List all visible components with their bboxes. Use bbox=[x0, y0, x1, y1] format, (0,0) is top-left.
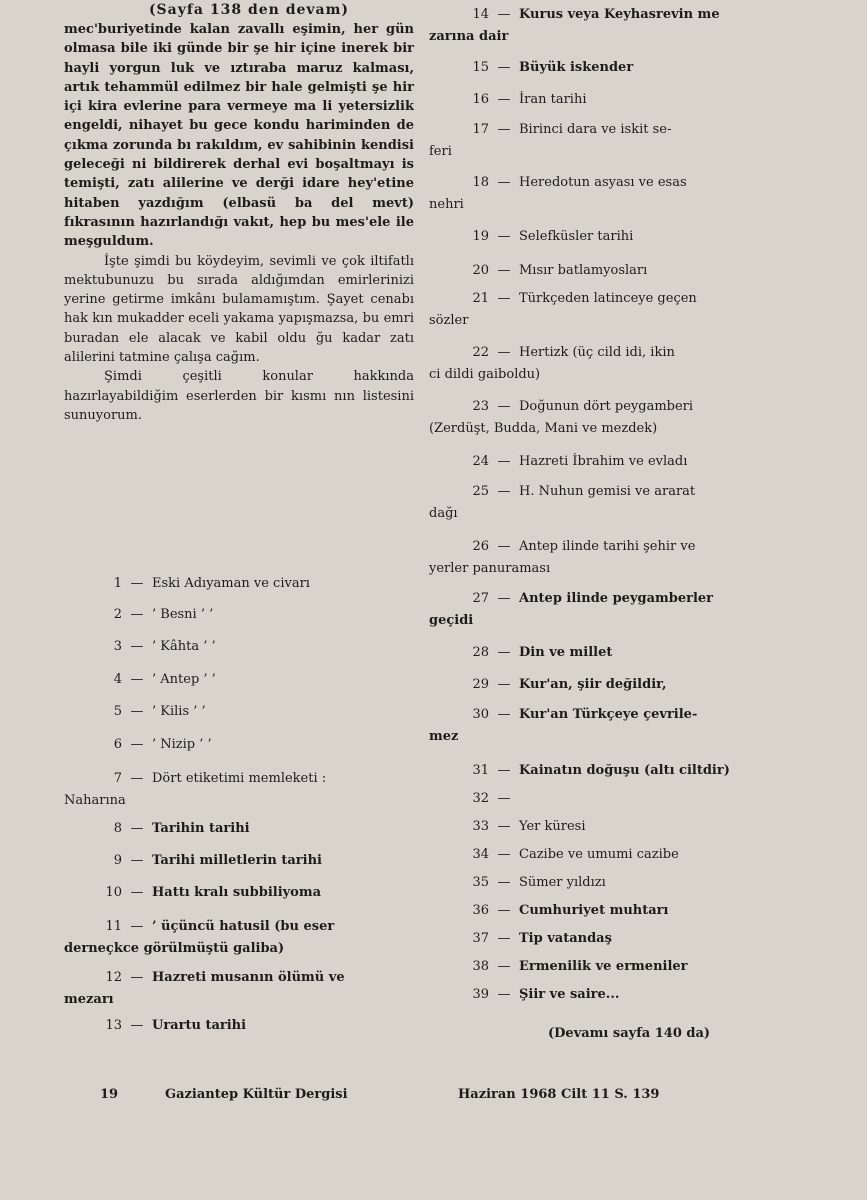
item-continuation: feri bbox=[429, 144, 452, 159]
list-item bbox=[429, 290, 774, 330]
list-item bbox=[429, 590, 774, 630]
item-continuation: zarına dair bbox=[429, 29, 509, 44]
paragraph-3: Şimdi çeşitli konular hakkında hazırlayabildiğim eserlerden bir kısmı nın listesini sunuyorum. bbox=[64, 369, 414, 423]
item-number: 12 bbox=[105, 970, 122, 985]
item-title: Türkçeden latinceye geçen bbox=[519, 291, 697, 306]
item-number: 36 bbox=[472, 903, 489, 918]
item-dash: — bbox=[130, 737, 144, 752]
list-item bbox=[429, 91, 774, 109]
item-title: Yer küresi bbox=[519, 819, 586, 834]
item-title: Doğunun dört peygamberi bbox=[519, 399, 694, 414]
item-number: 24 bbox=[472, 454, 489, 469]
list-item bbox=[429, 762, 774, 780]
item-dash: — bbox=[497, 875, 511, 890]
item-title: ’ Besni ’ ’ bbox=[152, 607, 214, 622]
item-dash: — bbox=[497, 707, 511, 722]
list-item bbox=[429, 262, 774, 280]
item-title: Dört etiketimi memleketi : bbox=[152, 771, 327, 786]
paragraph-1: mec'buriyetinde kalan zavallı eşimin, her gün olmasa bile iki günde bir şe hir içine inerek bir hayli yorgun luk ve ıztıraba maruz kalması, artık tehammül edilmez bir hale gelmişti şe hir içi kira evlerine para vermeye ma li yetersizlik engeldi, nihayet bu gece kondu hariminden de çıkma zorunda bı rakıldım, ev sahibinin kendisi geleceği ni bildirerek derhal evi boşaltmayı is temişti, zatı alilerine ve derği idare hey'etine hitaben yazdığım (elbasü ba del mevt) fıkrasının hazırlandığı vakıt, hep bu mes'ele ile meşguldum. bbox=[64, 22, 414, 250]
list-item bbox=[429, 706, 774, 746]
item-number: 25 bbox=[472, 484, 489, 499]
list-item bbox=[429, 846, 774, 864]
item-dash: — bbox=[130, 607, 144, 622]
left-column bbox=[64, 0, 414, 1033]
item-title: Din ve millet bbox=[519, 645, 613, 660]
list-item bbox=[64, 970, 414, 1007]
item-number: 8 bbox=[113, 821, 122, 836]
continued-note: (Devamı sayfa 140 da) bbox=[548, 1026, 711, 1041]
item-number: 3 bbox=[113, 639, 122, 654]
item-number: 5 bbox=[113, 704, 122, 719]
item-number: 37 bbox=[472, 931, 489, 946]
list-item bbox=[429, 538, 774, 578]
item-title: Tarihi milletlerin tarihi bbox=[152, 853, 322, 868]
item-title: Kur'an Türkçeye çevrile- bbox=[519, 707, 698, 722]
item-dash: — bbox=[130, 1018, 144, 1033]
list-item bbox=[64, 1018, 414, 1033]
item-dash: — bbox=[497, 92, 511, 107]
item-title: Kur'an, şiir değildir, bbox=[519, 677, 667, 692]
item-number: 27 bbox=[472, 591, 489, 606]
list-item bbox=[429, 453, 774, 471]
list-item bbox=[64, 576, 414, 591]
item-number: 38 bbox=[472, 959, 489, 974]
item-number: 21 bbox=[472, 291, 489, 306]
list-item bbox=[429, 676, 774, 694]
item-title: Urartu tarihi bbox=[152, 1018, 247, 1033]
item-dash: — bbox=[497, 763, 511, 778]
list-item bbox=[429, 59, 774, 77]
item-continuation: dağı bbox=[429, 506, 458, 521]
continued-from-header: (Sayfa 138 den devam) bbox=[148, 2, 350, 18]
item-number: 16 bbox=[472, 92, 489, 107]
list-item bbox=[64, 607, 414, 622]
item-title: Cumhuriyet muhtarı bbox=[519, 903, 669, 918]
item-title: Antep ilinde tarihi şehir ve bbox=[519, 539, 696, 554]
item-title: Ermenilik ve ermeniler bbox=[519, 959, 688, 974]
item-title: Hazreti musanın ölümü ve bbox=[152, 970, 345, 985]
item-number: 29 bbox=[472, 677, 489, 692]
item-number: 30 bbox=[472, 707, 489, 722]
list-item bbox=[64, 919, 414, 956]
item-dash: — bbox=[130, 639, 144, 654]
item-dash: — bbox=[497, 60, 511, 75]
item-number: 26 bbox=[472, 539, 489, 554]
list-item bbox=[64, 771, 414, 808]
item-dash: — bbox=[130, 576, 144, 591]
item-number: 11 bbox=[105, 919, 122, 934]
list-item bbox=[64, 853, 414, 868]
list-item bbox=[429, 121, 774, 161]
item-dash: — bbox=[497, 345, 511, 360]
item-dash: — bbox=[497, 819, 511, 834]
item-continuation: Naharına bbox=[64, 793, 126, 808]
item-title: Mısır batlamyosları bbox=[519, 263, 648, 278]
item-number: 31 bbox=[472, 763, 489, 778]
item-title: Hattı kralı subbiliyoma bbox=[152, 885, 322, 900]
item-number: 4 bbox=[113, 672, 122, 687]
item-title: ’ Antep ’ ’ bbox=[152, 672, 216, 687]
list-item bbox=[64, 672, 414, 687]
list-item bbox=[64, 639, 414, 654]
list-item bbox=[64, 737, 414, 752]
list-item bbox=[429, 902, 774, 920]
item-title: Antep ilinde peygamberler bbox=[519, 591, 714, 606]
item-number: 15 bbox=[472, 60, 489, 75]
item-continuation: geçidi bbox=[429, 613, 474, 628]
item-title: Eski Adıyaman ve civarı bbox=[152, 576, 310, 591]
item-dash: — bbox=[497, 677, 511, 692]
item-number: 34 bbox=[472, 847, 489, 862]
item-continuation: mezarı bbox=[64, 992, 114, 1007]
item-title: Büyük iskender bbox=[519, 60, 634, 75]
item-title: Şiir ve saire... bbox=[519, 987, 620, 1002]
footer-issue-info: Haziran 1968 Cilt 11 S. 139 bbox=[458, 1087, 660, 1102]
item-dash: — bbox=[130, 885, 144, 900]
list-item bbox=[429, 483, 774, 523]
item-number: 18 bbox=[472, 175, 489, 190]
item-dash: — bbox=[497, 229, 511, 244]
list-item bbox=[429, 790, 774, 808]
item-continuation: derneçkce görülmüştü galiba) bbox=[64, 941, 285, 956]
item-continuation: (Zerdüşt, Budda, Mani ve mezdek) bbox=[429, 421, 658, 436]
item-title: ’ Kilis ’ ’ bbox=[152, 704, 206, 719]
item-number: 35 bbox=[472, 875, 489, 890]
letter-body bbox=[64, 20, 414, 425]
item-number: 7 bbox=[113, 771, 122, 786]
item-dash: — bbox=[497, 539, 511, 554]
item-title: Heredotun asyası ve esas bbox=[519, 175, 687, 190]
item-dash: — bbox=[497, 591, 511, 606]
item-dash: — bbox=[497, 263, 511, 278]
item-dash: — bbox=[130, 919, 144, 934]
item-title: Tarihin tarihi bbox=[152, 821, 250, 836]
item-dash: — bbox=[497, 484, 511, 499]
item-title: Birinci dara ve iskit se- bbox=[519, 122, 672, 137]
item-number: 9 bbox=[113, 853, 122, 868]
item-dash: — bbox=[130, 970, 144, 985]
footer-journal-title: Gaziantep Kültür Dergisi bbox=[165, 1087, 348, 1102]
item-number: 17 bbox=[472, 122, 489, 137]
item-title: Kainatın doğuşu (altı ciltdir) bbox=[519, 763, 730, 778]
item-continuation: ci dildi gaiboldu) bbox=[429, 367, 541, 382]
list-item bbox=[429, 398, 774, 438]
item-dash: — bbox=[130, 704, 144, 719]
item-dash: — bbox=[497, 645, 511, 660]
item-title: Selefküsler tarihi bbox=[519, 229, 634, 244]
item-dash: — bbox=[497, 987, 511, 1002]
item-dash: — bbox=[497, 903, 511, 918]
list-item bbox=[64, 704, 414, 719]
list-item bbox=[429, 228, 774, 246]
item-continuation: yerler panuraması bbox=[429, 561, 551, 576]
footer-page-number: 19 bbox=[100, 1087, 119, 1102]
item-dash: — bbox=[497, 791, 511, 806]
item-number: 2 bbox=[113, 607, 122, 622]
item-dash: — bbox=[497, 931, 511, 946]
list-item bbox=[429, 174, 774, 214]
item-number: 28 bbox=[472, 645, 489, 660]
item-dash: — bbox=[497, 291, 511, 306]
list-item bbox=[429, 6, 774, 46]
item-dash: — bbox=[130, 821, 144, 836]
list-item bbox=[64, 821, 414, 836]
list-item bbox=[429, 644, 774, 662]
item-number: 6 bbox=[113, 737, 122, 752]
item-number: 10 bbox=[105, 885, 122, 900]
paragraph-2: İşte şimdi bu köydeyim, sevimli ve çok iltifatlı mektubunuzu bu sırada aldığımdan emirlerinizi yerine getirme imkânı bulamamıştım. Şayet cenabı hak kın mukadder eceli yakama yapışmazsa, bu emri buradan ele alacak ve kabil oldu ğu kadar zatı alilerini tatmine çalışa cağım. bbox=[64, 253, 414, 366]
item-dash: — bbox=[130, 672, 144, 687]
item-continuation: nehri bbox=[429, 197, 464, 212]
item-continuation: sözler bbox=[429, 313, 469, 328]
item-number: 19 bbox=[472, 229, 489, 244]
item-dash: — bbox=[497, 7, 511, 22]
item-number: 1 bbox=[113, 576, 122, 591]
item-number: 22 bbox=[472, 345, 489, 360]
item-title: H. Nuhun gemisi ve ararat bbox=[519, 484, 696, 499]
item-title: Cazibe ve umumi cazibe bbox=[519, 847, 679, 862]
item-number: 39 bbox=[472, 987, 489, 1002]
item-dash: — bbox=[497, 847, 511, 862]
item-title: ’ Kâhta ’ ’ bbox=[152, 639, 216, 654]
item-title: İran tarihi bbox=[519, 92, 587, 107]
item-dash: — bbox=[130, 853, 144, 868]
item-dash: — bbox=[130, 771, 144, 786]
item-dash: — bbox=[497, 959, 511, 974]
item-title: Tip vatandaş bbox=[519, 931, 612, 946]
list-item bbox=[64, 885, 414, 900]
list-item bbox=[429, 344, 774, 384]
list-item bbox=[429, 958, 774, 976]
item-title: Kurus veya Keyhasrevin me bbox=[519, 7, 720, 22]
item-number: 32 bbox=[472, 791, 489, 806]
list-item bbox=[429, 818, 774, 836]
list-item bbox=[429, 930, 774, 948]
item-title: ’ üçüncü hatusil (bu eser bbox=[152, 919, 335, 934]
list-item bbox=[429, 874, 774, 892]
item-number: 14 bbox=[472, 7, 489, 22]
item-title: Hazreti İbrahim ve evladı bbox=[519, 454, 688, 469]
item-dash: — bbox=[497, 454, 511, 469]
item-number: 20 bbox=[472, 263, 489, 278]
item-dash: — bbox=[497, 399, 511, 414]
item-dash: — bbox=[497, 122, 511, 137]
item-continuation: mez bbox=[429, 729, 459, 744]
list-item bbox=[429, 986, 774, 1004]
item-number: 33 bbox=[472, 819, 489, 834]
item-title: Hertizk (üç cild idi, ikin bbox=[519, 345, 675, 360]
item-number: 13 bbox=[105, 1018, 122, 1033]
item-dash: — bbox=[497, 175, 511, 190]
item-title: Sümer yıldızı bbox=[519, 875, 606, 890]
item-title: ’ Nizip ’ ’ bbox=[152, 737, 212, 752]
item-number: 23 bbox=[472, 399, 489, 414]
